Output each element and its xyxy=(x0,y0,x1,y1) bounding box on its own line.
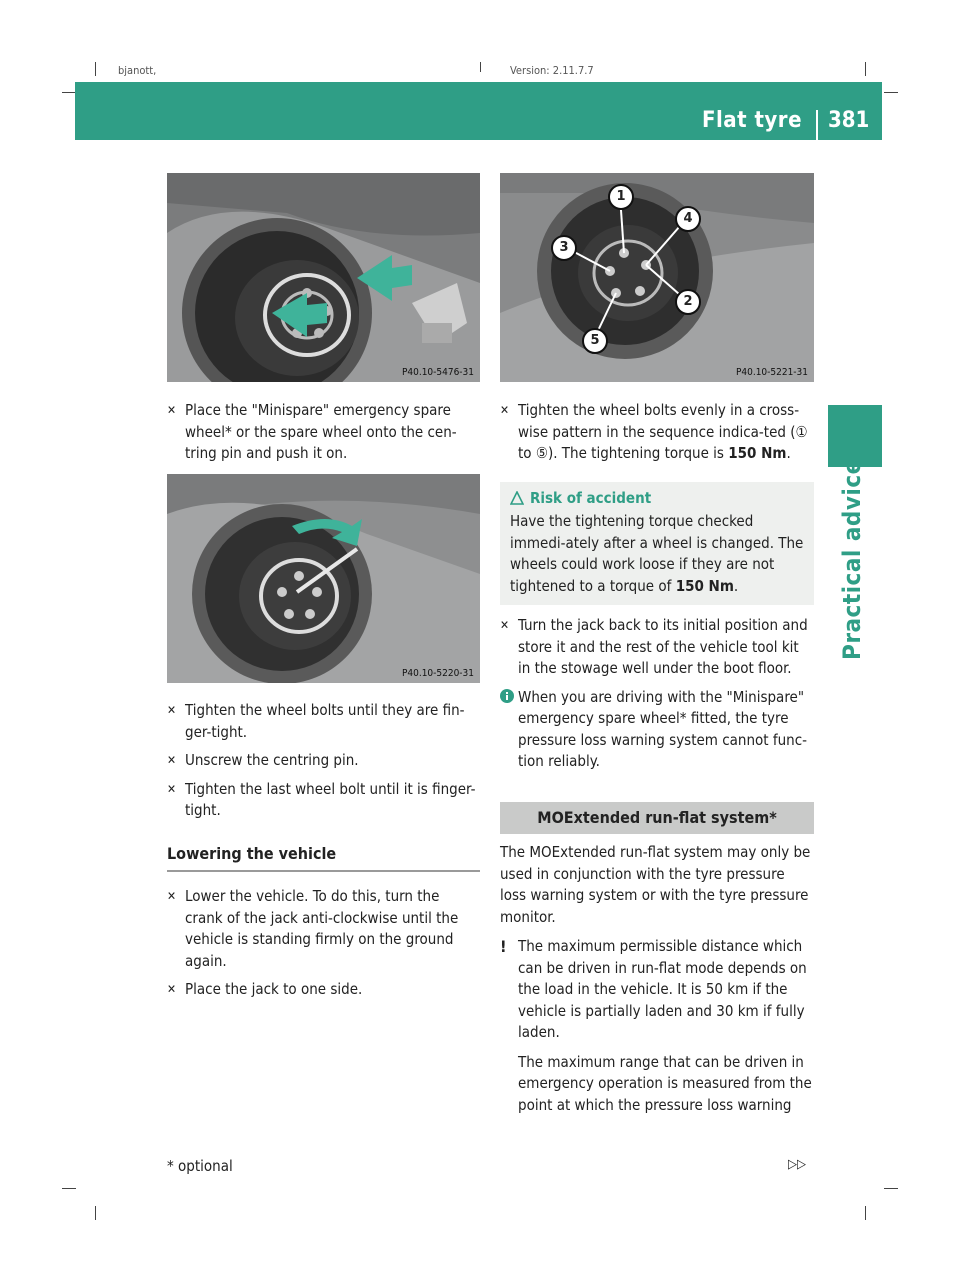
figure-code: P40.10-5476-31 xyxy=(401,367,474,378)
section-heading-lowering: Lowering the vehicle xyxy=(167,843,480,873)
callout-5: 5 xyxy=(582,328,608,354)
step-marker-icon: ✕ xyxy=(167,889,177,903)
figure-code: P40.10-5220-31 xyxy=(401,668,474,679)
crop-mark xyxy=(865,62,866,76)
figure-code: P40.10-5221-31 xyxy=(735,367,808,378)
header-separator xyxy=(816,110,818,140)
wheel-illustration xyxy=(167,474,480,683)
notice-note: ! The maximum permissible distance which can be driven in run-flat mode depends on the load in the vehicle. It is 50 km if the vehicle is partially laden and 30 km if fully laden. The maximum range that can be driven in emergency operation is measured from the point at which the pressure loss warning xyxy=(500,937,812,1114)
step-marker-icon: ✕ xyxy=(167,781,177,796)
circled-1-icon: ① xyxy=(795,422,808,441)
page-title: Flat tyre xyxy=(701,108,802,133)
print-meta-right: Version: 2.11.7.7 xyxy=(510,64,594,77)
step-marker-icon: ✕ xyxy=(167,753,177,767)
right-step-1: ✕ Tighten the wheel bolts evenly in a cross-wise pattern in the sequence indica-ted (① to ⑤). The tightening torque is 150 Nm. xyxy=(500,401,808,462)
step-marker-icon: ✕ xyxy=(500,403,510,417)
left-step-6: ✕ Place the jack to one side. xyxy=(167,979,480,1001)
callout-3: 3 xyxy=(551,235,577,261)
callout-4: 4 xyxy=(675,206,701,232)
warning-title: Risk of accident xyxy=(530,488,652,507)
print-meta-left: bjanott, xyxy=(118,64,157,77)
moextended-paragraph: The MOExtended run-flat system may only be used in conjunction with the tyre pressure loss warning system or with the tyre pressure monitor. xyxy=(500,843,811,926)
crop-mark xyxy=(62,92,76,93)
left-step-5: ✕ Lower the vehicle. To do this, turn the crank of the jack anti-clockwise until the vehicle is standing firmly on the ground again. xyxy=(167,887,459,970)
right-step-2: ✕ Turn the jack back to its initial position and store it and the rest of the vehicle tool kit in the stowage well under the boot floor. xyxy=(500,616,808,677)
crop-mark xyxy=(865,1206,866,1220)
step-marker-icon: ✕ xyxy=(500,618,510,632)
crop-mark xyxy=(884,1188,898,1189)
step-marker-icon: ✕ xyxy=(167,982,177,996)
wheel-illustration xyxy=(167,173,480,382)
figure-tighten-bolts xyxy=(167,474,480,683)
left-step-2: ✕ Tighten the wheel bolts until they are fin-ger-tight. xyxy=(167,701,465,741)
exclamation-icon: ! xyxy=(500,937,507,956)
crop-mark xyxy=(480,62,481,72)
step-marker-icon: ✕ xyxy=(167,403,177,417)
wheel-sequence-illustration xyxy=(500,173,814,382)
left-step-4: ✕ Tighten the last wheel bolt until it is finger-tight. xyxy=(167,779,476,819)
callout-1: 1 xyxy=(608,184,634,210)
side-tab xyxy=(828,405,882,467)
circled-5-icon: ⑤ xyxy=(535,444,548,462)
crop-mark xyxy=(62,1188,76,1189)
warning-box: Risk of accident Have the tightening torque checked immedi-ately after a wheel is changed. The wheels could work loose if they are not tightened to a torque of 150 Nm. xyxy=(500,482,814,606)
crop-mark xyxy=(95,1206,96,1220)
crop-mark xyxy=(884,92,898,93)
footer-optional: * optional xyxy=(167,1157,233,1175)
right-column xyxy=(500,400,814,1123)
info-icon xyxy=(500,689,514,703)
callout-2: 2 xyxy=(675,289,701,315)
section-heading-moextended: MOExtended run-flat system* xyxy=(500,802,814,835)
figure-spare-wheel-mount xyxy=(167,173,480,382)
page-number: 381 xyxy=(828,108,870,133)
info-note: When you are driving with the "Minispare" emergency spare wheel* fitted, the tyre pressure loss warning system cannot func-tion reliably. xyxy=(500,687,814,773)
continue-arrow-icon: ▷▷ xyxy=(788,1157,806,1172)
figure-bolt-sequence xyxy=(500,173,814,382)
left-step-3: ✕ Unscrew the centring pin. xyxy=(167,750,480,772)
left-step-1: ✕ Place the "Minispare" emergency spare wheel* or the spare wheel onto the cen-tring pin and push it on. xyxy=(167,401,457,462)
warning-triangle-icon xyxy=(510,491,524,505)
step-marker-icon: ✕ xyxy=(167,703,177,717)
crop-mark xyxy=(95,62,96,76)
left-column-steps xyxy=(167,700,480,1008)
side-section-label: Practical advice xyxy=(838,459,866,660)
